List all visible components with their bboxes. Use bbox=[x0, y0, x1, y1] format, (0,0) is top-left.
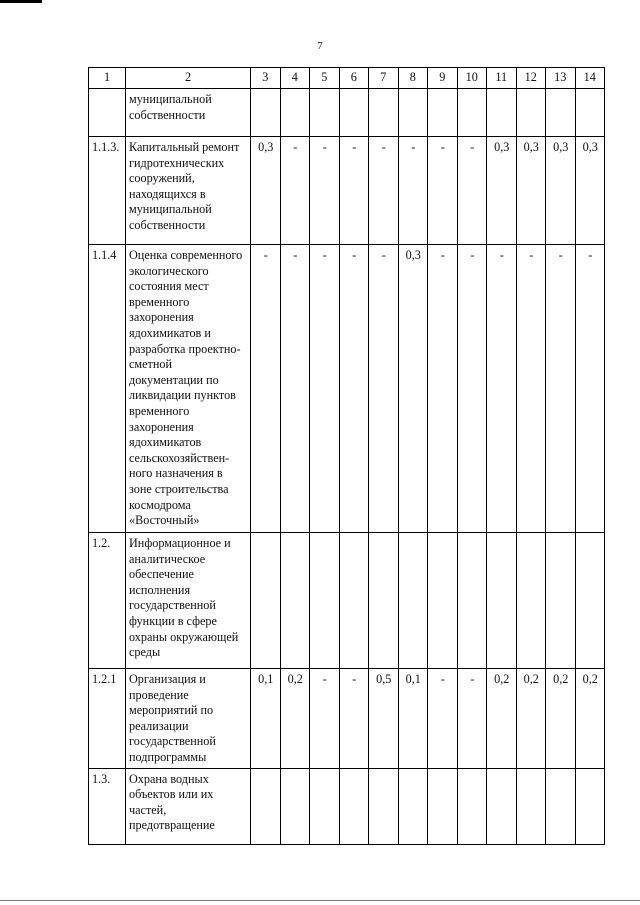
row-code-cell: 1.1.3. bbox=[89, 137, 126, 245]
value-cell bbox=[369, 89, 399, 137]
row-name-cell: Информационное и аналитическое обеспечение исполнения государственной функции в сфере охраны окружающей среды bbox=[126, 533, 251, 669]
value-cell: 0,3 bbox=[516, 137, 546, 245]
value-cell bbox=[546, 768, 576, 844]
value-cell: 0,2 bbox=[516, 669, 546, 769]
table-row bbox=[89, 137, 605, 245]
table-row bbox=[89, 533, 605, 669]
value-cell: 0,3 bbox=[487, 137, 517, 245]
value-cell: - bbox=[251, 245, 281, 533]
value-cell bbox=[339, 533, 369, 669]
value-cell bbox=[428, 89, 458, 137]
table-row bbox=[89, 669, 605, 769]
header-cell: 9 bbox=[428, 68, 458, 89]
value-cell: 0,5 bbox=[369, 669, 399, 769]
value-cell: 0,1 bbox=[398, 669, 428, 769]
value-cell: - bbox=[457, 669, 487, 769]
header-cell: 3 bbox=[251, 68, 281, 89]
value-cell bbox=[487, 533, 517, 669]
header-cell: 7 bbox=[369, 68, 399, 89]
value-cell bbox=[251, 89, 281, 137]
value-cell bbox=[280, 533, 310, 669]
header-cell: 8 bbox=[398, 68, 428, 89]
table-header-row bbox=[89, 68, 605, 89]
row-code-cell: 1.2.1 bbox=[89, 669, 126, 769]
row-name-cell: Капитальный ремонт гидротехнических сооружений, находящихся в муниципальной собственности bbox=[126, 137, 251, 245]
table-row bbox=[89, 245, 605, 533]
value-cell: 0,2 bbox=[575, 669, 605, 769]
value-cell bbox=[516, 89, 546, 137]
value-cell: - bbox=[339, 669, 369, 769]
header-cell: 14 bbox=[575, 68, 605, 89]
value-cell: - bbox=[339, 137, 369, 245]
value-cell bbox=[516, 768, 546, 844]
value-cell: - bbox=[428, 245, 458, 533]
row-name-cell: Охрана водных объектов или их частей, предотвращение bbox=[126, 768, 251, 844]
value-cell: - bbox=[398, 137, 428, 245]
value-cell: - bbox=[428, 669, 458, 769]
header-cell: 4 bbox=[280, 68, 310, 89]
value-cell: - bbox=[310, 137, 340, 245]
value-cell bbox=[428, 533, 458, 669]
value-cell bbox=[339, 89, 369, 137]
value-cell: 0,3 bbox=[575, 137, 605, 245]
value-cell: 0,1 bbox=[251, 669, 281, 769]
value-cell: - bbox=[369, 245, 399, 533]
value-cell bbox=[428, 768, 458, 844]
page-number: 7 bbox=[317, 40, 323, 52]
header-cell: 5 bbox=[310, 68, 340, 89]
value-cell bbox=[487, 768, 517, 844]
value-cell: - bbox=[339, 245, 369, 533]
value-cell bbox=[546, 89, 576, 137]
value-cell: - bbox=[457, 137, 487, 245]
value-cell: 0,3 bbox=[251, 137, 281, 245]
scan-corner-mark bbox=[0, 0, 42, 3]
value-cell bbox=[398, 533, 428, 669]
value-cell bbox=[575, 89, 605, 137]
value-cell: - bbox=[310, 669, 340, 769]
value-cell: - bbox=[280, 137, 310, 245]
header-cell: 2 bbox=[126, 68, 251, 89]
value-cell bbox=[369, 533, 399, 669]
table-row bbox=[89, 89, 605, 137]
value-cell bbox=[575, 768, 605, 844]
value-cell: - bbox=[310, 245, 340, 533]
header-cell: 12 bbox=[516, 68, 546, 89]
value-cell: 0,3 bbox=[546, 137, 576, 245]
value-cell: - bbox=[369, 137, 399, 245]
value-cell: 0,3 bbox=[398, 245, 428, 533]
value-cell: 0,2 bbox=[280, 669, 310, 769]
row-code-cell bbox=[89, 89, 126, 137]
value-cell bbox=[310, 768, 340, 844]
value-cell: - bbox=[428, 137, 458, 245]
value-cell bbox=[487, 89, 517, 137]
value-cell bbox=[546, 533, 576, 669]
value-cell: 0,2 bbox=[546, 669, 576, 769]
value-cell: - bbox=[487, 245, 517, 533]
value-cell: - bbox=[280, 245, 310, 533]
value-cell bbox=[398, 768, 428, 844]
value-cell bbox=[251, 768, 281, 844]
value-cell: - bbox=[457, 245, 487, 533]
data-table bbox=[88, 67, 605, 845]
value-cell bbox=[280, 768, 310, 844]
row-code-cell: 1.1.4 bbox=[89, 245, 126, 533]
header-cell: 13 bbox=[546, 68, 576, 89]
value-cell bbox=[575, 533, 605, 669]
value-cell bbox=[280, 89, 310, 137]
value-cell bbox=[457, 768, 487, 844]
row-code-cell: 1.2. bbox=[89, 533, 126, 669]
value-cell: - bbox=[516, 245, 546, 533]
value-cell bbox=[457, 533, 487, 669]
row-name-cell: муниципальной собственности bbox=[126, 89, 251, 137]
value-cell bbox=[516, 533, 546, 669]
header-cell: 6 bbox=[339, 68, 369, 89]
value-cell bbox=[398, 89, 428, 137]
value-cell bbox=[251, 533, 281, 669]
row-code-cell: 1.3. bbox=[89, 768, 126, 844]
value-cell: 0,2 bbox=[487, 669, 517, 769]
table-row bbox=[89, 768, 605, 844]
value-cell bbox=[339, 768, 369, 844]
value-cell: - bbox=[575, 245, 605, 533]
row-name-cell: Организация и проведение мероприятий по реализации государственной подпрограммы bbox=[126, 669, 251, 769]
header-cell: 1 bbox=[89, 68, 126, 89]
value-cell bbox=[369, 768, 399, 844]
header-cell: 11 bbox=[487, 68, 517, 89]
row-name-cell: Оценка современного экологического состояния мест временного захоронения ядохимикатов и разработка проектно-сметной документации по ликвидации пунктов временного захоронения ядохимикатов сельскохозяйствен-ного назначения в зоне строительства космодрома «Восточный» bbox=[126, 245, 251, 533]
value-cell bbox=[310, 533, 340, 669]
value-cell bbox=[310, 89, 340, 137]
page-bottom-edge bbox=[0, 900, 640, 901]
value-cell bbox=[457, 89, 487, 137]
value-cell: - bbox=[546, 245, 576, 533]
header-cell: 10 bbox=[457, 68, 487, 89]
